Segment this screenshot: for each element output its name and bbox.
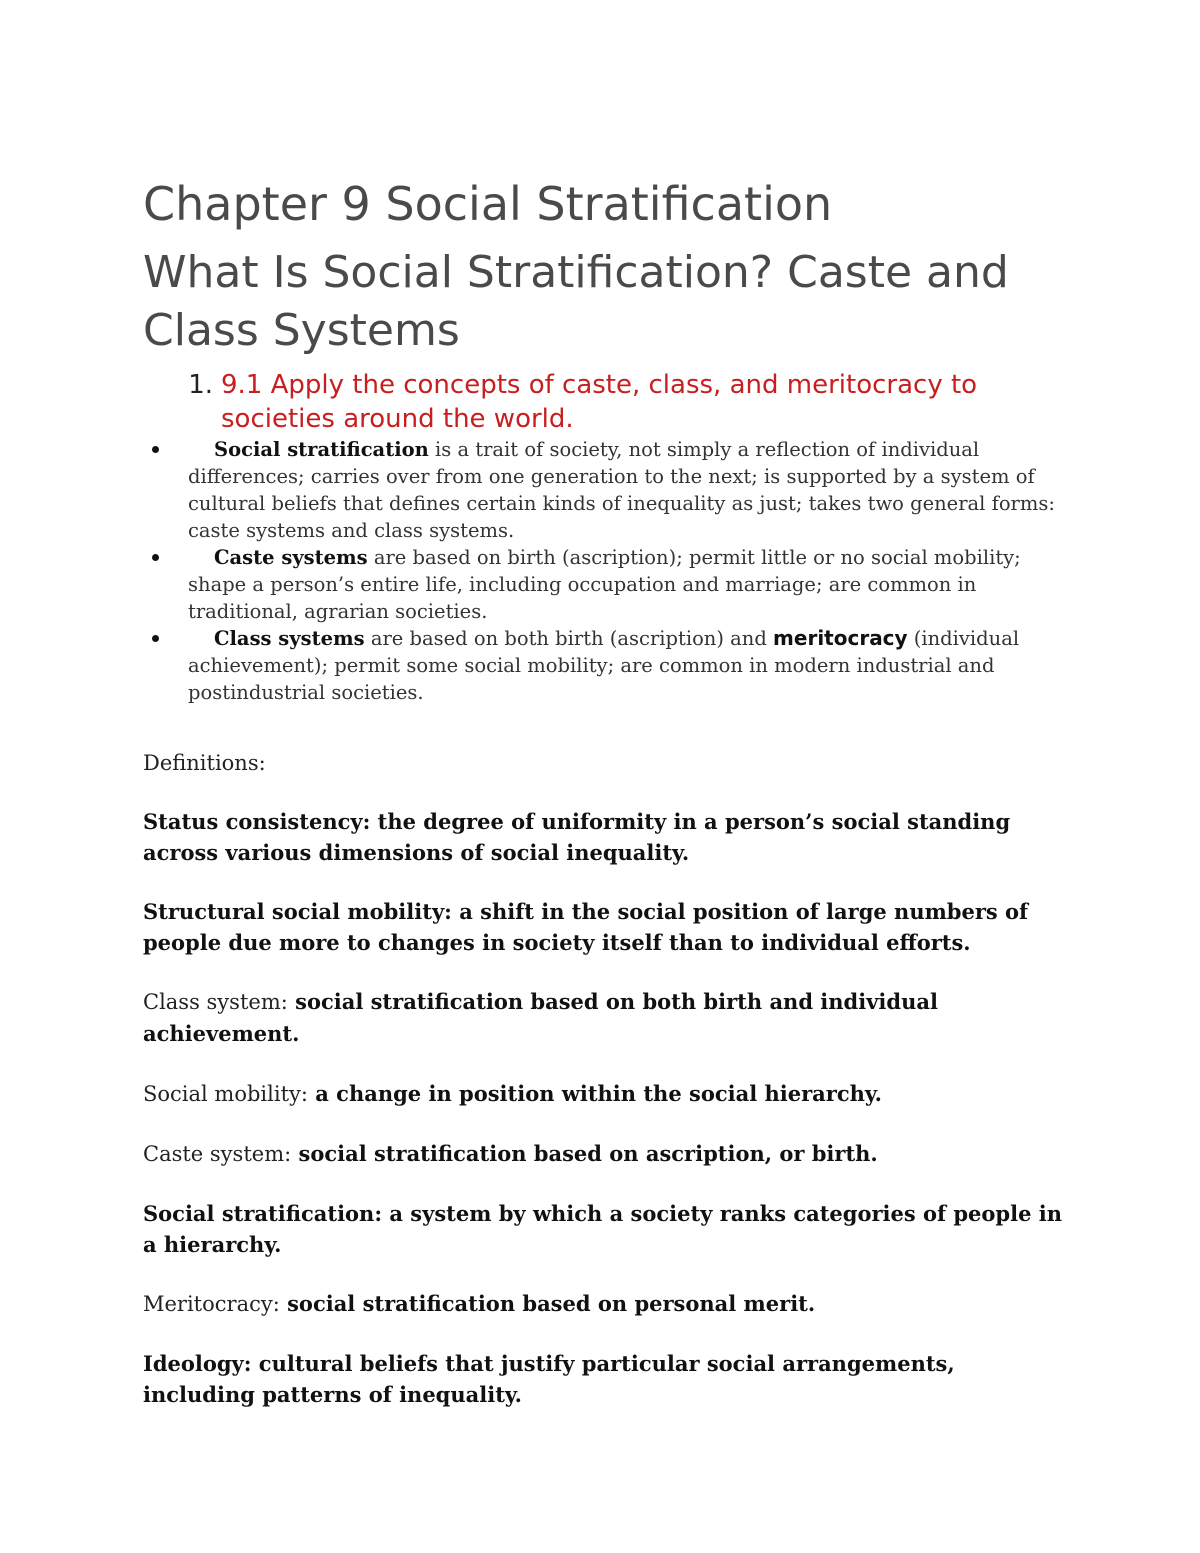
definition-term: Social stratification: <box>143 1201 383 1226</box>
bullet-item <box>143 436 1073 544</box>
definition-text: a change in position within the social hierarchy. <box>307 1081 882 1106</box>
definition-item <box>143 1078 1073 1110</box>
definition-item <box>143 1348 1073 1410</box>
learning-objective <box>143 368 1073 436</box>
definition-term: Class system: <box>143 990 288 1014</box>
bullet-icon <box>143 544 188 625</box>
definition-term: Status consistency: <box>143 809 371 834</box>
chapter-title: Chapter 9 Social Stratification <box>143 177 833 231</box>
section-heading: What Is Social Stratification? Caste and Class Systems <box>143 247 1009 356</box>
definition-item <box>143 986 1073 1050</box>
bullet-emphasis: meritocracy <box>773 626 908 650</box>
definition-text: social stratification based on both birth and individual achievement. <box>143 989 938 1046</box>
definition-text: social stratification based on ascription, or birth. <box>291 1141 878 1166</box>
bullet-body <box>188 544 1068 625</box>
bullet-list <box>143 436 1073 706</box>
definition-term: Caste system: <box>143 1142 292 1166</box>
bullet-text: are based on birth (ascription); permit little or no social mobility; shape a person’s entire life, including occupation and marriage; are common in traditional, agrarian societies. <box>188 546 1021 623</box>
bullet-icon <box>143 625 188 706</box>
definition-text: social stratification based on personal merit. <box>279 1291 816 1316</box>
definition-text: a shift in the social position of large numbers of people due more to changes in society itself than to individual efforts. <box>143 899 1029 955</box>
bullet-item <box>143 544 1073 625</box>
definitions-list <box>143 806 1073 1410</box>
bullet-text: are based on both birth (ascription) and <box>364 627 774 650</box>
definition-text: cultural beliefs that justify particular social arrangements, including patterns of inequality. <box>143 1351 955 1407</box>
bullet-text: is a trait of society, not simply a reflection of individual differences; carries over from one generation to the next; is supported by a system of cultural beliefs that defines certain kinds of inequality as just; takes two general forms: caste systems and class systems. <box>188 438 1055 542</box>
definition-item <box>143 806 1073 868</box>
definitions-label: Definitions: <box>143 751 266 775</box>
definition-item <box>143 1138 1073 1170</box>
definition-term: Social mobility: <box>143 1082 308 1106</box>
definition-text: the degree of uniformity in a person’s social standing across various dimensions of social inequality. <box>143 809 1011 865</box>
objective-text: 9.1 Apply the concepts of caste, class, and meritocracy to societies around the world. <box>221 370 978 434</box>
definition-term: Ideology: <box>143 1351 252 1376</box>
definition-item <box>143 1288 1073 1320</box>
definition-term: Meritocracy: <box>143 1292 280 1316</box>
bullet-body <box>188 436 1068 544</box>
bullet-term: Caste systems <box>214 546 368 569</box>
document-page <box>143 172 1073 1410</box>
bullet-item <box>143 625 1073 706</box>
objective-number: 1. <box>188 370 213 400</box>
definition-item <box>143 1198 1073 1260</box>
bullet-icon <box>143 436 188 544</box>
bullet-term: Social stratification <box>214 438 429 461</box>
definition-item <box>143 896 1073 958</box>
bullet-text-after: (individual achievement); permit some social mobility; are common in modern industrial and postindustrial societies. <box>188 627 1020 704</box>
definition-term: Structural social mobility: <box>143 899 452 924</box>
bullet-term: Class systems <box>214 627 365 650</box>
definition-text: a system by which a society ranks categories of people in a hierarchy. <box>143 1201 1063 1257</box>
bullet-body <box>188 625 1068 706</box>
